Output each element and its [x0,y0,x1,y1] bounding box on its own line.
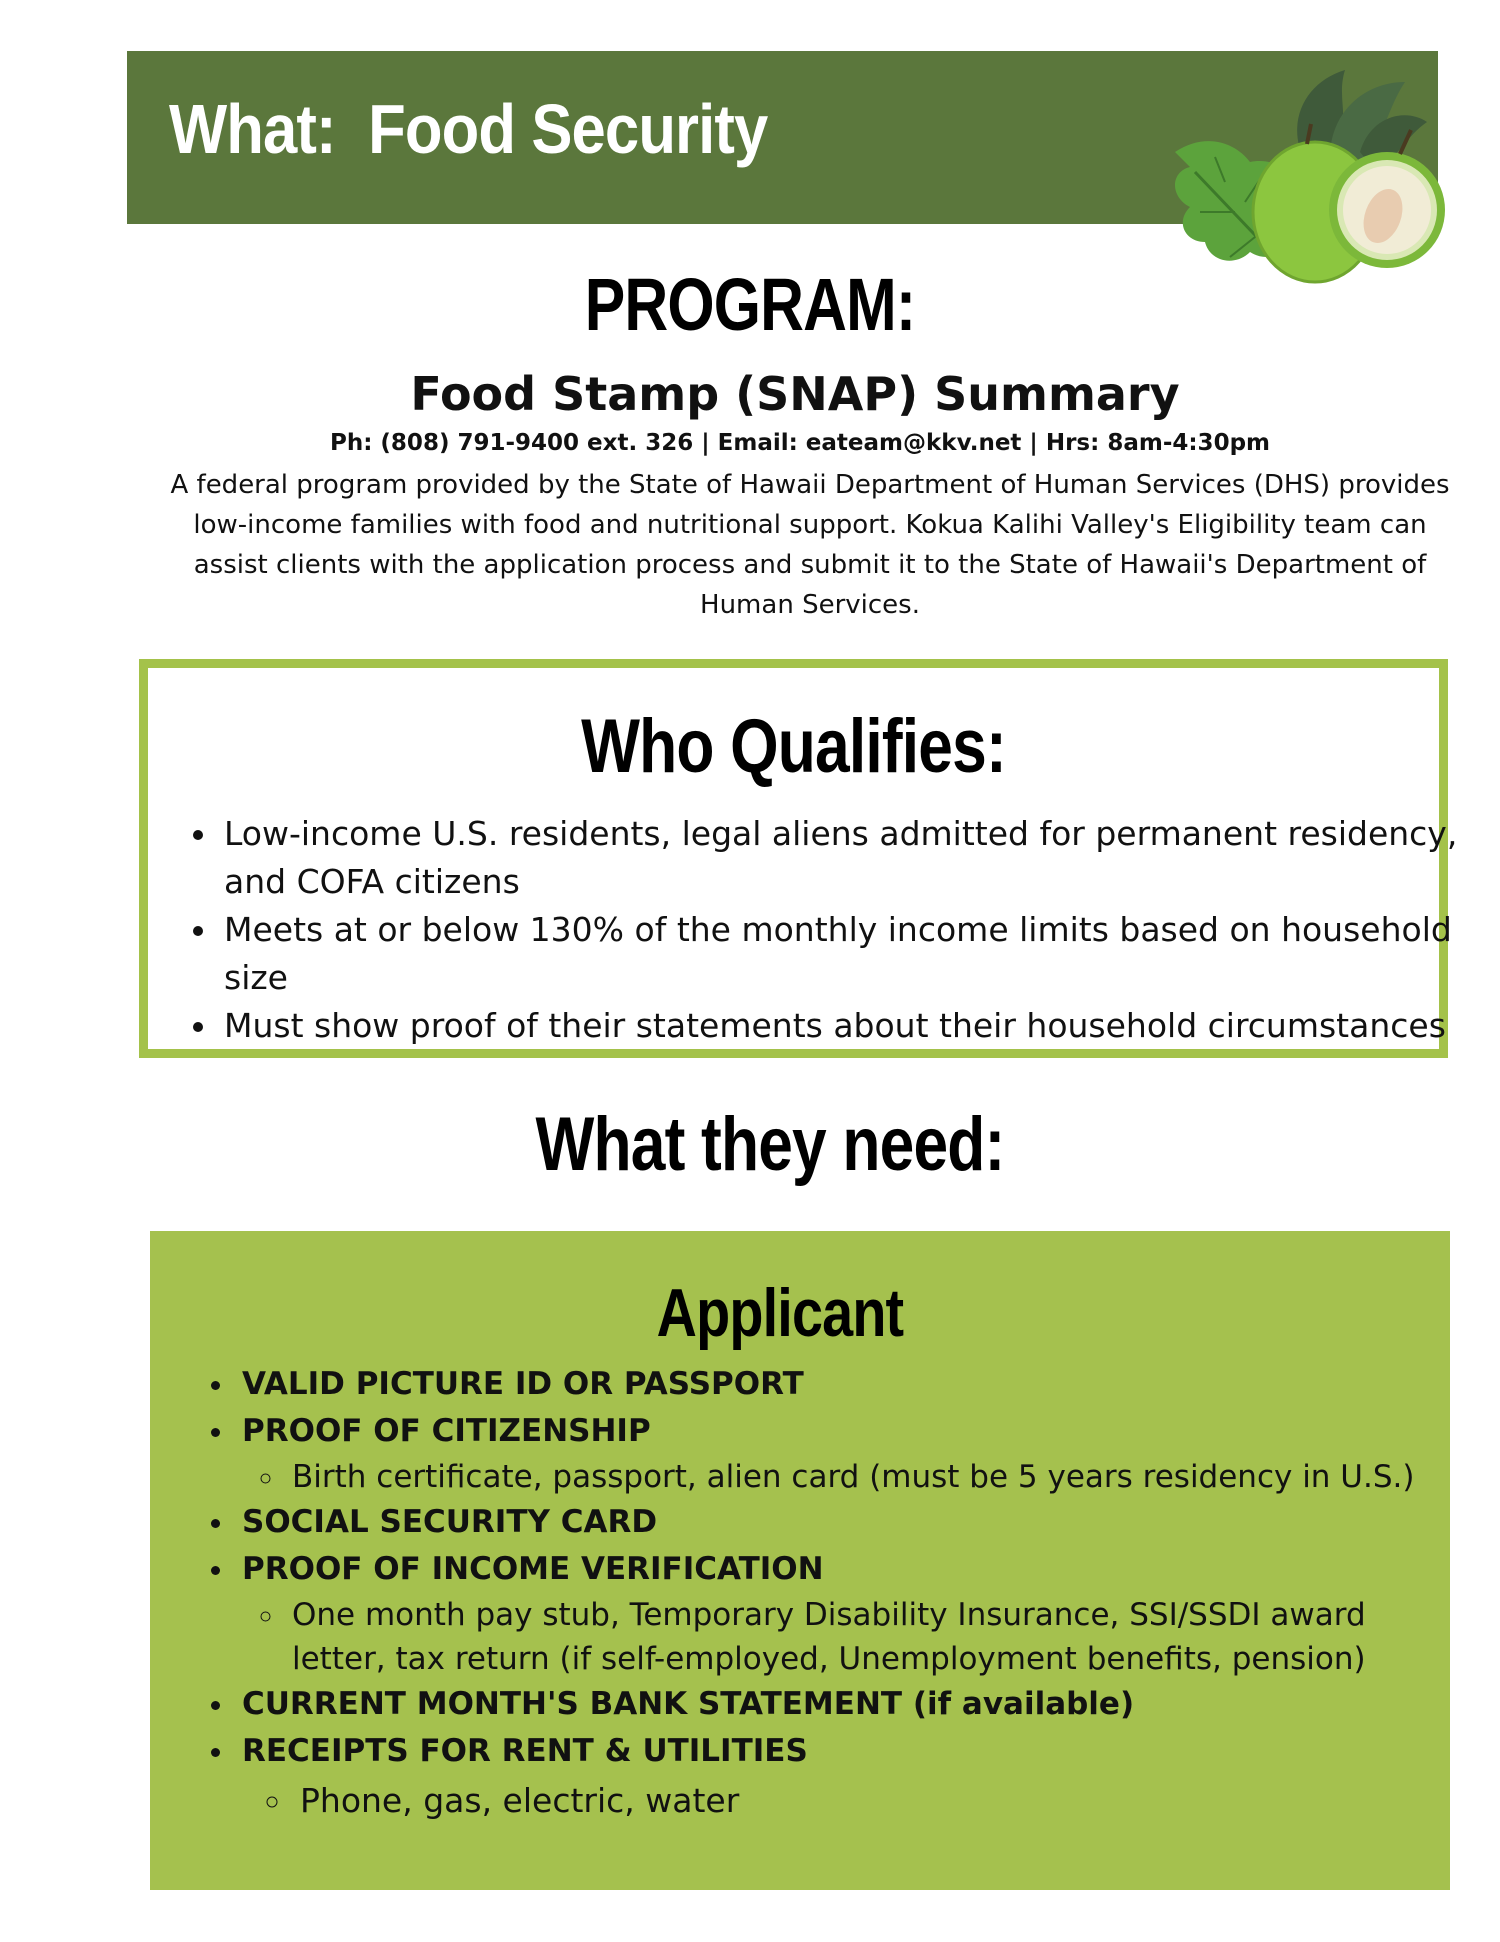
list-item: • RECEIPTS FOR RENT & UTILITIES ◦ Phone, gas, electric, water [236,1728,1466,1827]
program-title: Food Stamp (SNAP) Summary [410,367,1180,421]
program-description: A federal program provided by the State of Hawaii Department of Human Services (DHS) provides low-income families with food and nutritional support. Kokua Kalihi Valley's Eligibility team can assist clients with the application process and submit it to the State of Hawaii's Department of Human Services. [170,470,1450,620]
sub-list-item: ◦ Birth certificate, passport, alien card (must be 5 years residency in U.S.) [286,1455,1466,1499]
list-item: • Low-income U.S. residents, legal aliens admitted for permanent residency, and COFA citizens [220,810,1470,906]
sub-list-item: ◦ One month pay stub, Temporary Disability Insurance, SSI/SSDI award letter, tax return (if self-employed, Unemployment benefits, pension) [286,1593,1466,1681]
sub-list [242,1775,1466,1827]
list-item: • PROOF OF CITIZENSHIP ◦ Birth certificate, passport, alien card (must be 5 years residency in U.S.) [236,1408,1466,1499]
need-heading: What they need: [535,1102,1005,1187]
sub-list [242,1455,1466,1499]
list-item: • CURRENT MONTH'S BANK STATEMENT (if available) [236,1681,1466,1728]
list-item: • Meets at or below 130% of the monthly income limits based on household size [220,906,1470,1002]
list-item: • Must show proof of their statements about their household circumstances [220,1002,1470,1050]
sub-list-item: ◦ Phone, gas, electric, water [294,1775,1466,1827]
applicant-box [150,1231,1450,1890]
list-item: • VALID PICTURE ID OR PASSPORT [236,1361,1466,1408]
applicant-heading: Applicant [656,1275,904,1351]
sub-list [242,1593,1466,1681]
program-heading: PROGRAM: [584,263,916,346]
contact-info: Ph: (808) 791-9400 ext. 326 | Email: eateam@kkv.net | Hrs: 8am-4:30pm [329,430,1270,456]
qualifies-list [184,810,1470,1050]
qualifies-heading: Who Qualifies: [581,704,1006,789]
header-title: What: Food Security [169,90,768,168]
qualifies-box [139,659,1458,1058]
requirements-list [200,1361,1466,1827]
list-item: • SOCIAL SECURITY CARD [236,1499,1466,1546]
list-item: • PROOF OF INCOME VERIFICATION ◦ One month pay stub, Temporary Disability Insurance, SSI/SSDI award letter, tax return (if self-employed, Unemployment benefits, pension) [236,1546,1466,1681]
